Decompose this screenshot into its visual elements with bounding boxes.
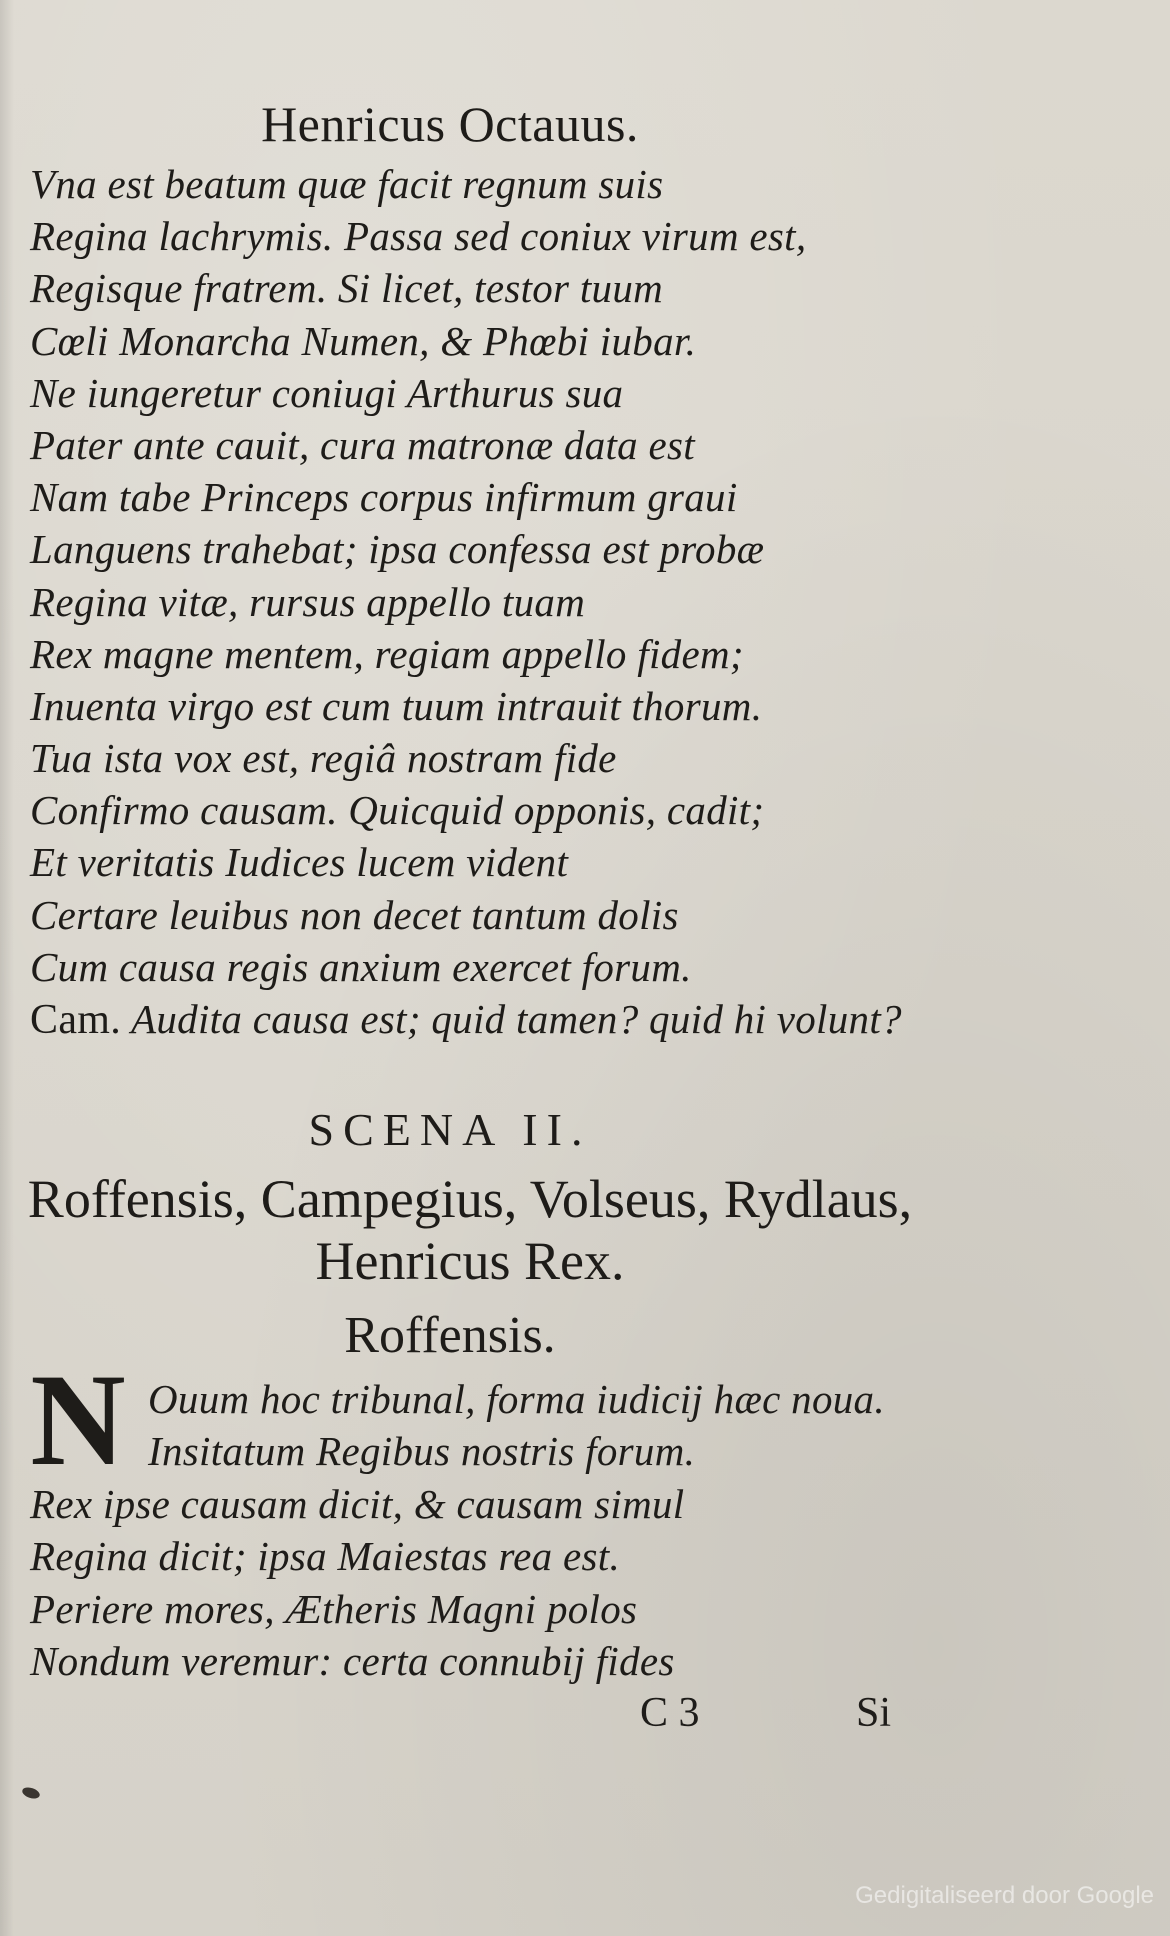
drop-capital: N <box>30 1346 126 1493</box>
verse-line-with-speaker <box>30 993 902 1045</box>
verse-line: Vna est beatum quæ facit regnum suis <box>30 161 664 207</box>
verse-line: Languens trahebat; ipsa confessa est probæ <box>30 526 765 573</box>
running-head: Henricus Octauus. <box>261 96 639 152</box>
scene-heading: SCENA II. <box>308 1104 592 1155</box>
verse-line: Rex magne mentem, regiam appello fidem; <box>30 630 744 677</box>
verse-line: Tua ista vox est, regiâ nostram fide <box>30 735 617 782</box>
persons-line: Henricus Rex. <box>315 1231 625 1291</box>
dramatis-personae <box>0 1168 940 1292</box>
verse-line: Regisque fratrem. Si licet, testor tuum <box>30 265 664 312</box>
verse-line: Ouum hoc tribunal, forma iudicij hæc noua. <box>148 1376 885 1422</box>
verse-line: Et veritatis Iudices lucem vident <box>30 839 569 886</box>
verse-block-scene <box>30 1373 930 1687</box>
verse-line: Regina vitæ, rursus appello tuam <box>30 578 586 625</box>
verse-line: Pater ante cauit, cura matronæ data est <box>30 421 695 468</box>
speaker-heading: Roffensis. <box>344 1307 556 1364</box>
verse-line: Nam tabe Princeps corpus infirmum graui <box>30 474 738 521</box>
verse-line: Cum causa regis anxium exercet forum. <box>30 943 692 990</box>
verse-line: Periere mores, Ætheris Magni polos <box>30 1585 638 1632</box>
verse-line: Confirmo causam. Quicquid opponis, cadit; <box>30 787 765 834</box>
verse-block-act <box>30 158 902 1045</box>
verse-line: Inuenta virgo est cum tuum intrauit thorum. <box>30 682 763 729</box>
verse-line: Regina dicit; ipsa Maiestas rea est. <box>30 1533 621 1580</box>
page-edge-shadow <box>0 0 14 1936</box>
verse-line: Insitatum Regibus nostris forum. <box>148 1428 696 1475</box>
persons-line: Roffensis, Campegius, Volseus, Rydlaus, <box>27 1169 913 1229</box>
catchword: Si <box>856 1690 892 1736</box>
verse-line: Certare leuibus non decet tantum dolis <box>30 891 679 938</box>
verse-line: Ne iungeretur coniugi Arthurus sua <box>30 369 624 416</box>
verse-line: Rex ipse causam dicit, & causam simul <box>30 1480 685 1527</box>
verse-line: Regina lachrymis. Passa sed coniux virum est, <box>30 213 807 260</box>
signature-mark: C 3 <box>640 1690 700 1736</box>
ink-blot <box>21 1785 41 1800</box>
verse-line: Nondum veremur: certa connubij fides <box>30 1637 675 1684</box>
verse-line: Cœli Monarcha Numen, & Phœbi iubar. <box>30 317 697 364</box>
verse-text: Audita causa est; quid tamen? quid hi volunt? <box>131 996 902 1042</box>
digitization-watermark: Gedigitaliseerd door Google <box>855 1882 1154 1909</box>
speaker-label: Cam. <box>30 997 122 1043</box>
